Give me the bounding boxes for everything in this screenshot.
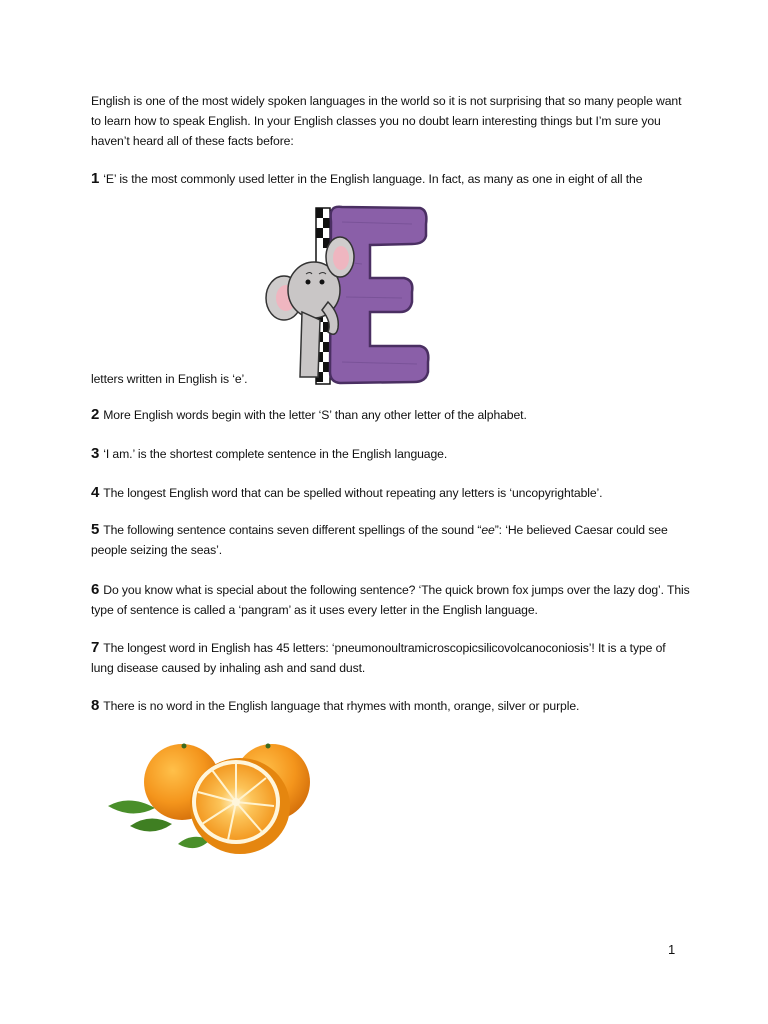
fact-2 (91, 405, 691, 425)
fact-text: The longest English word that can be spelled without repeating any letters is ‘uncopyrightable’. (103, 486, 603, 500)
letter-e-elephant-illustration (262, 202, 438, 388)
page-number: 1 (668, 942, 676, 957)
fact-text: ‘E’ is the most commonly used letter in the English language. In fact, as many as one in eight of all the (103, 172, 643, 186)
fact-number: 7 (91, 639, 100, 656)
fact-4 (91, 483, 691, 503)
fact-text-after: ”: ‘He believed Caesar could see people seizing the seas’. (91, 523, 668, 557)
fact-1-continuation: letters written in English is ‘e’. (91, 372, 248, 386)
fact-number: 2 (91, 406, 100, 423)
fact-text: More English words begin with the letter ‘S’ than any other letter of the alphabet. (103, 408, 527, 422)
letter-e-shape (330, 207, 428, 383)
fact-number: 4 (91, 484, 100, 501)
fact-text: There is no word in the English language that rhymes with month, orange, silver or purple. (103, 699, 580, 713)
fact-italic-sound: ee (481, 523, 495, 537)
fact-5 (91, 520, 691, 560)
fact-text: The longest word in English has 45 letters: ‘pneumonoultramicroscopicsilicovolcanoconiosis’! It is a type of lung disease caused by inhaling ash and sand dust. (91, 641, 666, 675)
fact-number: 5 (91, 521, 100, 538)
fact-6 (91, 580, 691, 620)
fact-1 (91, 169, 701, 189)
fact-text-before: The following sentence contains seven different spellings of the sound “ (103, 523, 482, 537)
fact-7 (91, 638, 691, 678)
intro-paragraph: English is one of the most widely spoken languages in the world so it is not surprising that so many people want to learn how to speak English. In your English classes you no doubt learn interesting things but I’m sure you haven’t heard all of these facts before: (91, 94, 682, 148)
fact-text: Do you know what is special about the following sentence? ‘The quick brown fox jumps over the lazy dog’. This type of sentence is called a ‘pangram’ as it uses every letter in the English language. (91, 583, 690, 617)
fact-number: 3 (91, 445, 100, 462)
fact-3 (91, 444, 691, 464)
fact-text: ‘I am.’ is the shortest complete sentence in the English language. (103, 447, 448, 461)
fact-number: 1 (91, 170, 100, 187)
fact-number: 8 (91, 697, 100, 714)
fact-number: 6 (91, 581, 100, 598)
orange-half-slice (190, 758, 290, 854)
fact-8 (91, 696, 691, 716)
oranges-image (100, 736, 320, 866)
